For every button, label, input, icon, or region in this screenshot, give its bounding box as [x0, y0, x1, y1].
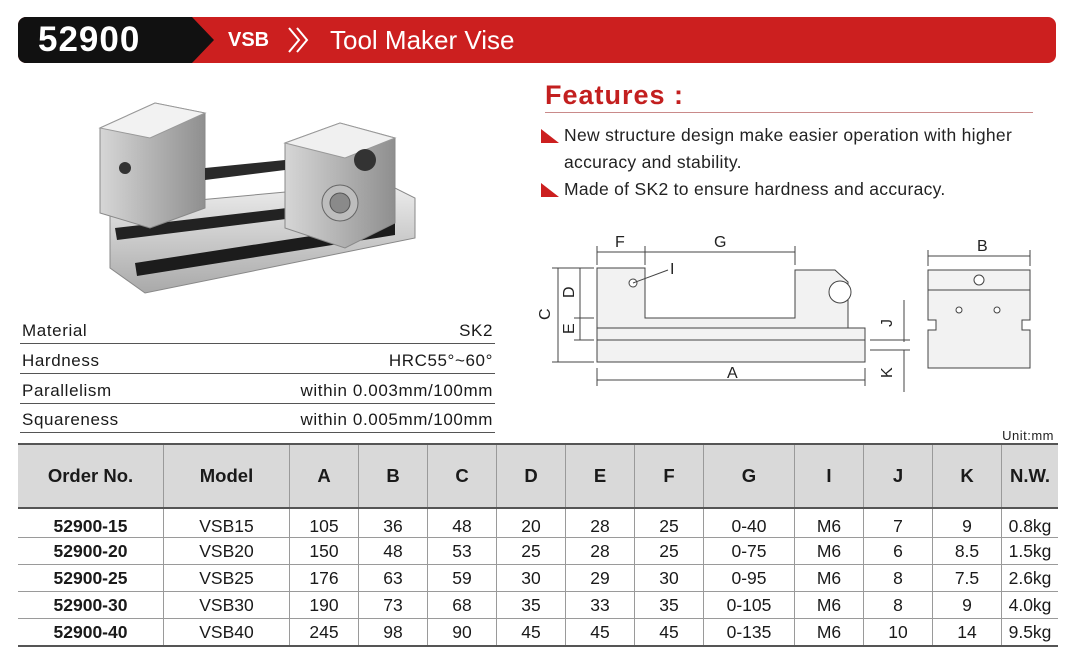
table-body — [18, 508, 1058, 646]
table-cell: 30 — [635, 565, 704, 592]
order-number-cell: 52900-30 — [18, 592, 164, 619]
table-cell: 8 — [864, 592, 933, 619]
table-cell: 53 — [428, 538, 497, 565]
dim-label-G: G — [714, 234, 727, 251]
table-cell: 14 — [933, 619, 1002, 647]
table-cell: 245 — [290, 619, 359, 647]
feature-text: Made of SK2 to ensure hardness and accuracy. — [564, 179, 946, 199]
table-row — [18, 619, 1058, 647]
table-cell: 9.5kg — [1002, 619, 1059, 647]
table-cell: 59 — [428, 565, 497, 592]
spec-row-hardness — [20, 344, 495, 374]
spec-label: Material — [22, 321, 88, 340]
table-cell: 48 — [428, 508, 497, 538]
col-header: K — [933, 444, 1002, 508]
table-cell: M6 — [795, 592, 864, 619]
table-cell: 28 — [566, 538, 635, 565]
col-header: E — [566, 444, 635, 508]
table-cell: 63 — [359, 565, 428, 592]
table-cell: 98 — [359, 619, 428, 647]
table-cell: 0-105 — [704, 592, 795, 619]
spec-row-squareness — [20, 403, 495, 433]
col-header: A — [290, 444, 359, 508]
col-header: G — [704, 444, 795, 508]
table-cell: VSB20 — [164, 538, 290, 565]
spec-label: Parallelism — [22, 381, 112, 400]
table-cell: 7.5 — [933, 565, 1002, 592]
table-cell: VSB40 — [164, 619, 290, 647]
table-cell: 176 — [290, 565, 359, 592]
product-title: Tool Maker Vise — [330, 25, 515, 55]
table-cell: M6 — [795, 565, 864, 592]
table-cell: VSB30 — [164, 592, 290, 619]
table-cell: 45 — [635, 619, 704, 647]
table-cell: 0-75 — [704, 538, 795, 565]
product-code: 52900 — [38, 20, 141, 59]
dim-label-A: A — [727, 365, 738, 382]
table-cell: 0-95 — [704, 565, 795, 592]
feature-item — [541, 122, 1041, 176]
spec-value: HRC55°~60° — [388, 351, 493, 370]
table-header-row — [18, 444, 1058, 508]
table-row — [18, 565, 1058, 592]
red-triangle-bullet-icon — [541, 129, 559, 143]
col-header: J — [864, 444, 933, 508]
table-cell: 25 — [635, 538, 704, 565]
vise-product-photo — [95, 88, 425, 313]
table-cell: 190 — [290, 592, 359, 619]
table-cell: VSB15 — [164, 508, 290, 538]
double-chevron-icon — [285, 26, 313, 54]
table-cell: 48 — [359, 538, 428, 565]
table-cell: 7 — [864, 508, 933, 538]
table-cell: 29 — [566, 565, 635, 592]
table-cell: 8.5 — [933, 538, 1002, 565]
table-cell: 8 — [864, 565, 933, 592]
spec-label: Hardness — [22, 351, 100, 370]
col-header: Model — [164, 444, 290, 508]
table-cell: 28 — [566, 508, 635, 538]
specification-table — [18, 443, 1058, 647]
table-cell: VSB25 — [164, 565, 290, 592]
table-cell: 150 — [290, 538, 359, 565]
order-number-cell: 52900-25 — [18, 565, 164, 592]
table-row — [18, 592, 1058, 619]
spec-value: within 0.003mm/100mm — [300, 381, 493, 400]
table-cell: 33 — [566, 592, 635, 619]
table-cell: 2.6kg — [1002, 565, 1059, 592]
col-header: I — [795, 444, 864, 508]
features-divider — [545, 112, 1033, 113]
spec-row-parallelism — [20, 374, 495, 404]
table-cell: 9 — [933, 508, 1002, 538]
dim-label-K: K — [879, 367, 896, 378]
table-cell: 68 — [428, 592, 497, 619]
table-cell: 36 — [359, 508, 428, 538]
dim-label-D: D — [561, 286, 578, 298]
table-cell: 35 — [497, 592, 566, 619]
table-cell: M6 — [795, 538, 864, 565]
table-cell: M6 — [795, 619, 864, 647]
table-cell: 25 — [635, 508, 704, 538]
table-cell: 90 — [428, 619, 497, 647]
table-cell: 4.0kg — [1002, 592, 1059, 619]
col-header: Order No. — [18, 444, 164, 508]
table-cell: 6 — [864, 538, 933, 565]
red-triangle-bullet-icon — [541, 183, 559, 197]
unit-label: Unit:mm — [1002, 428, 1054, 443]
dim-label-C: C — [537, 308, 554, 320]
col-header: B — [359, 444, 428, 508]
table-row — [18, 508, 1058, 538]
col-header: F — [635, 444, 704, 508]
table-cell: M6 — [795, 508, 864, 538]
table-cell: 45 — [497, 619, 566, 647]
table-cell: 35 — [635, 592, 704, 619]
order-number-cell: 52900-15 — [18, 508, 164, 538]
table-cell: 105 — [290, 508, 359, 538]
dim-label-B: B — [977, 238, 988, 255]
feature-item — [541, 176, 1041, 203]
col-header: N.W. — [1002, 444, 1059, 508]
feature-text: New structure design make easier operation with higher accuracy and stability. — [564, 125, 1013, 172]
table-cell: 73 — [359, 592, 428, 619]
col-header: D — [497, 444, 566, 508]
dim-label-J: J — [879, 319, 896, 327]
col-header: C — [428, 444, 497, 508]
dimension-drawing — [530, 230, 1050, 400]
order-number-cell: 52900-20 — [18, 538, 164, 565]
table-cell: 9 — [933, 592, 1002, 619]
table-cell: 30 — [497, 565, 566, 592]
dim-label-I: I — [670, 261, 675, 278]
table-row — [18, 538, 1058, 565]
model-series: VSB — [228, 29, 270, 51]
table-cell: 0-135 — [704, 619, 795, 647]
spec-value: within 0.005mm/100mm — [300, 410, 493, 429]
order-number-cell: 52900-40 — [18, 619, 164, 647]
table-cell: 25 — [497, 538, 566, 565]
spec-label: Squareness — [22, 410, 119, 429]
features-heading: Features : — [545, 80, 685, 110]
dim-label-E: E — [561, 323, 578, 334]
dim-label-F: F — [615, 234, 625, 251]
table-cell: 0-40 — [704, 508, 795, 538]
spec-value: SK2 — [459, 321, 493, 340]
table-cell: 1.5kg — [1002, 538, 1059, 565]
table-cell: 45 — [566, 619, 635, 647]
spec-row-material — [20, 314, 495, 344]
table-cell: 0.8kg — [1002, 508, 1059, 538]
table-cell: 20 — [497, 508, 566, 538]
table-cell: 10 — [864, 619, 933, 647]
